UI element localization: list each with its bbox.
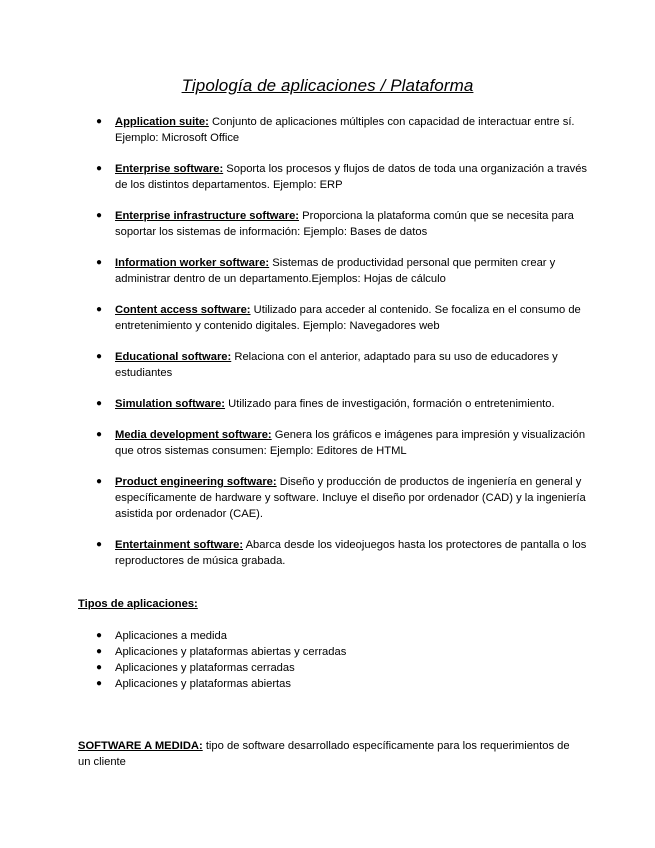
- bullet-icon: ●: [96, 630, 103, 641]
- bullet-icon: ●: [96, 210, 103, 221]
- term-label: Information worker software:: [115, 257, 270, 269]
- term-description: Genera los gráficos e imágenes para impresión y visualización que otros sistemas consumen: Ejemplo: Editores de HTML: [115, 429, 586, 457]
- software-types-list: [78, 114, 588, 584]
- term-description: Soporta los procesos y flujos de datos de toda una organización a través de los distintos departamentos. Ejemplo: ERP: [115, 163, 588, 191]
- bullet-icon: ●: [96, 398, 103, 409]
- custom-software-description: tipo de software desarrollado específicamente para los requerimientos de un cliente: [78, 740, 570, 768]
- custom-software-paragraph: [78, 738, 578, 770]
- term-description: Sistemas de productividad personal que permiten crear y administrar dentro de un departamento.Ejemplos: Hojas de cálculo: [115, 257, 556, 285]
- bullet-icon: ●: [96, 678, 103, 689]
- term-label: Entertainment software:: [115, 539, 244, 551]
- list-item: [78, 628, 578, 644]
- bullet-icon: ●: [96, 351, 103, 362]
- list-item: [78, 537, 588, 569]
- term-label: Product engineering software:: [115, 476, 277, 488]
- term-description: Diseño y producción de productos de ingeniería en general y específicamente de hardware y software. Incluye el diseño por ordenador (CAD) y la ingeniería asistida por ordenador (CAE).: [115, 476, 586, 520]
- bullet-icon: ●: [96, 662, 103, 673]
- list-item-text: Aplicaciones y plataformas abiertas y cerradas: [115, 646, 347, 658]
- term-label: Application suite:: [115, 116, 209, 128]
- term-label: Content access software:: [115, 304, 251, 316]
- list-item: [78, 255, 588, 287]
- app-types-list: [78, 628, 578, 692]
- list-item-text: Aplicaciones y plataformas cerradas: [115, 662, 295, 674]
- bullet-icon: ●: [96, 476, 103, 487]
- term-description: Utilizado para acceder al contenido. Se focaliza en el consumo de entretenimiento y contenido digitales. Ejemplo: Navegadores web: [115, 304, 581, 332]
- term-description: Conjunto de aplicaciones múltiples con capacidad de interactuar entre sí. Ejemplo: Microsoft Office: [115, 116, 575, 144]
- page-title: Tipología de aplicaciones / Plataforma: [181, 76, 474, 95]
- list-item: [78, 474, 588, 522]
- list-item: [78, 660, 578, 676]
- list-item: [78, 676, 578, 692]
- term-label: Enterprise software:: [115, 163, 224, 175]
- bullet-icon: ●: [96, 304, 103, 315]
- list-item: [78, 396, 588, 412]
- list-item: [78, 302, 588, 334]
- list-item-text: Aplicaciones y plataformas abiertas: [115, 678, 291, 690]
- list-item: [78, 208, 588, 240]
- list-item: [78, 161, 588, 193]
- custom-software-term: SOFTWARE A MEDIDA:: [78, 740, 203, 752]
- list-item: [78, 644, 578, 660]
- term-label: Simulation software:: [115, 398, 226, 410]
- section-heading: Tipos de aplicaciones:: [78, 598, 198, 610]
- list-item: [78, 114, 588, 146]
- bullet-icon: ●: [96, 163, 103, 174]
- bullet-icon: ●: [96, 539, 103, 550]
- bullet-icon: ●: [96, 257, 103, 268]
- term-label: Enterprise infrastructure software:: [115, 210, 300, 222]
- term-description: Proporciona la plataforma común que se necesita para soportar los sistemas de información: Ejemplo: Bases de datos: [115, 210, 574, 238]
- list-item: [78, 349, 588, 381]
- list-item-text: Aplicaciones a medida: [115, 630, 227, 642]
- term-description: Relaciona con el anterior, adaptado para su uso de educadores y estudiantes: [115, 351, 558, 379]
- term-description: Abarca desde los videojuegos hasta los protectores de pantalla o los reproductores de música grabada.: [115, 539, 587, 567]
- list-item: [78, 427, 588, 459]
- bullet-icon: ●: [96, 116, 103, 127]
- term-description: Utilizado para fines de investigación, formación o entretenimiento.: [228, 398, 555, 410]
- bullet-icon: ●: [96, 429, 103, 440]
- term-label: Educational software:: [115, 351, 232, 363]
- term-label: Media development software:: [115, 429, 272, 441]
- bullet-icon: ●: [96, 646, 103, 657]
